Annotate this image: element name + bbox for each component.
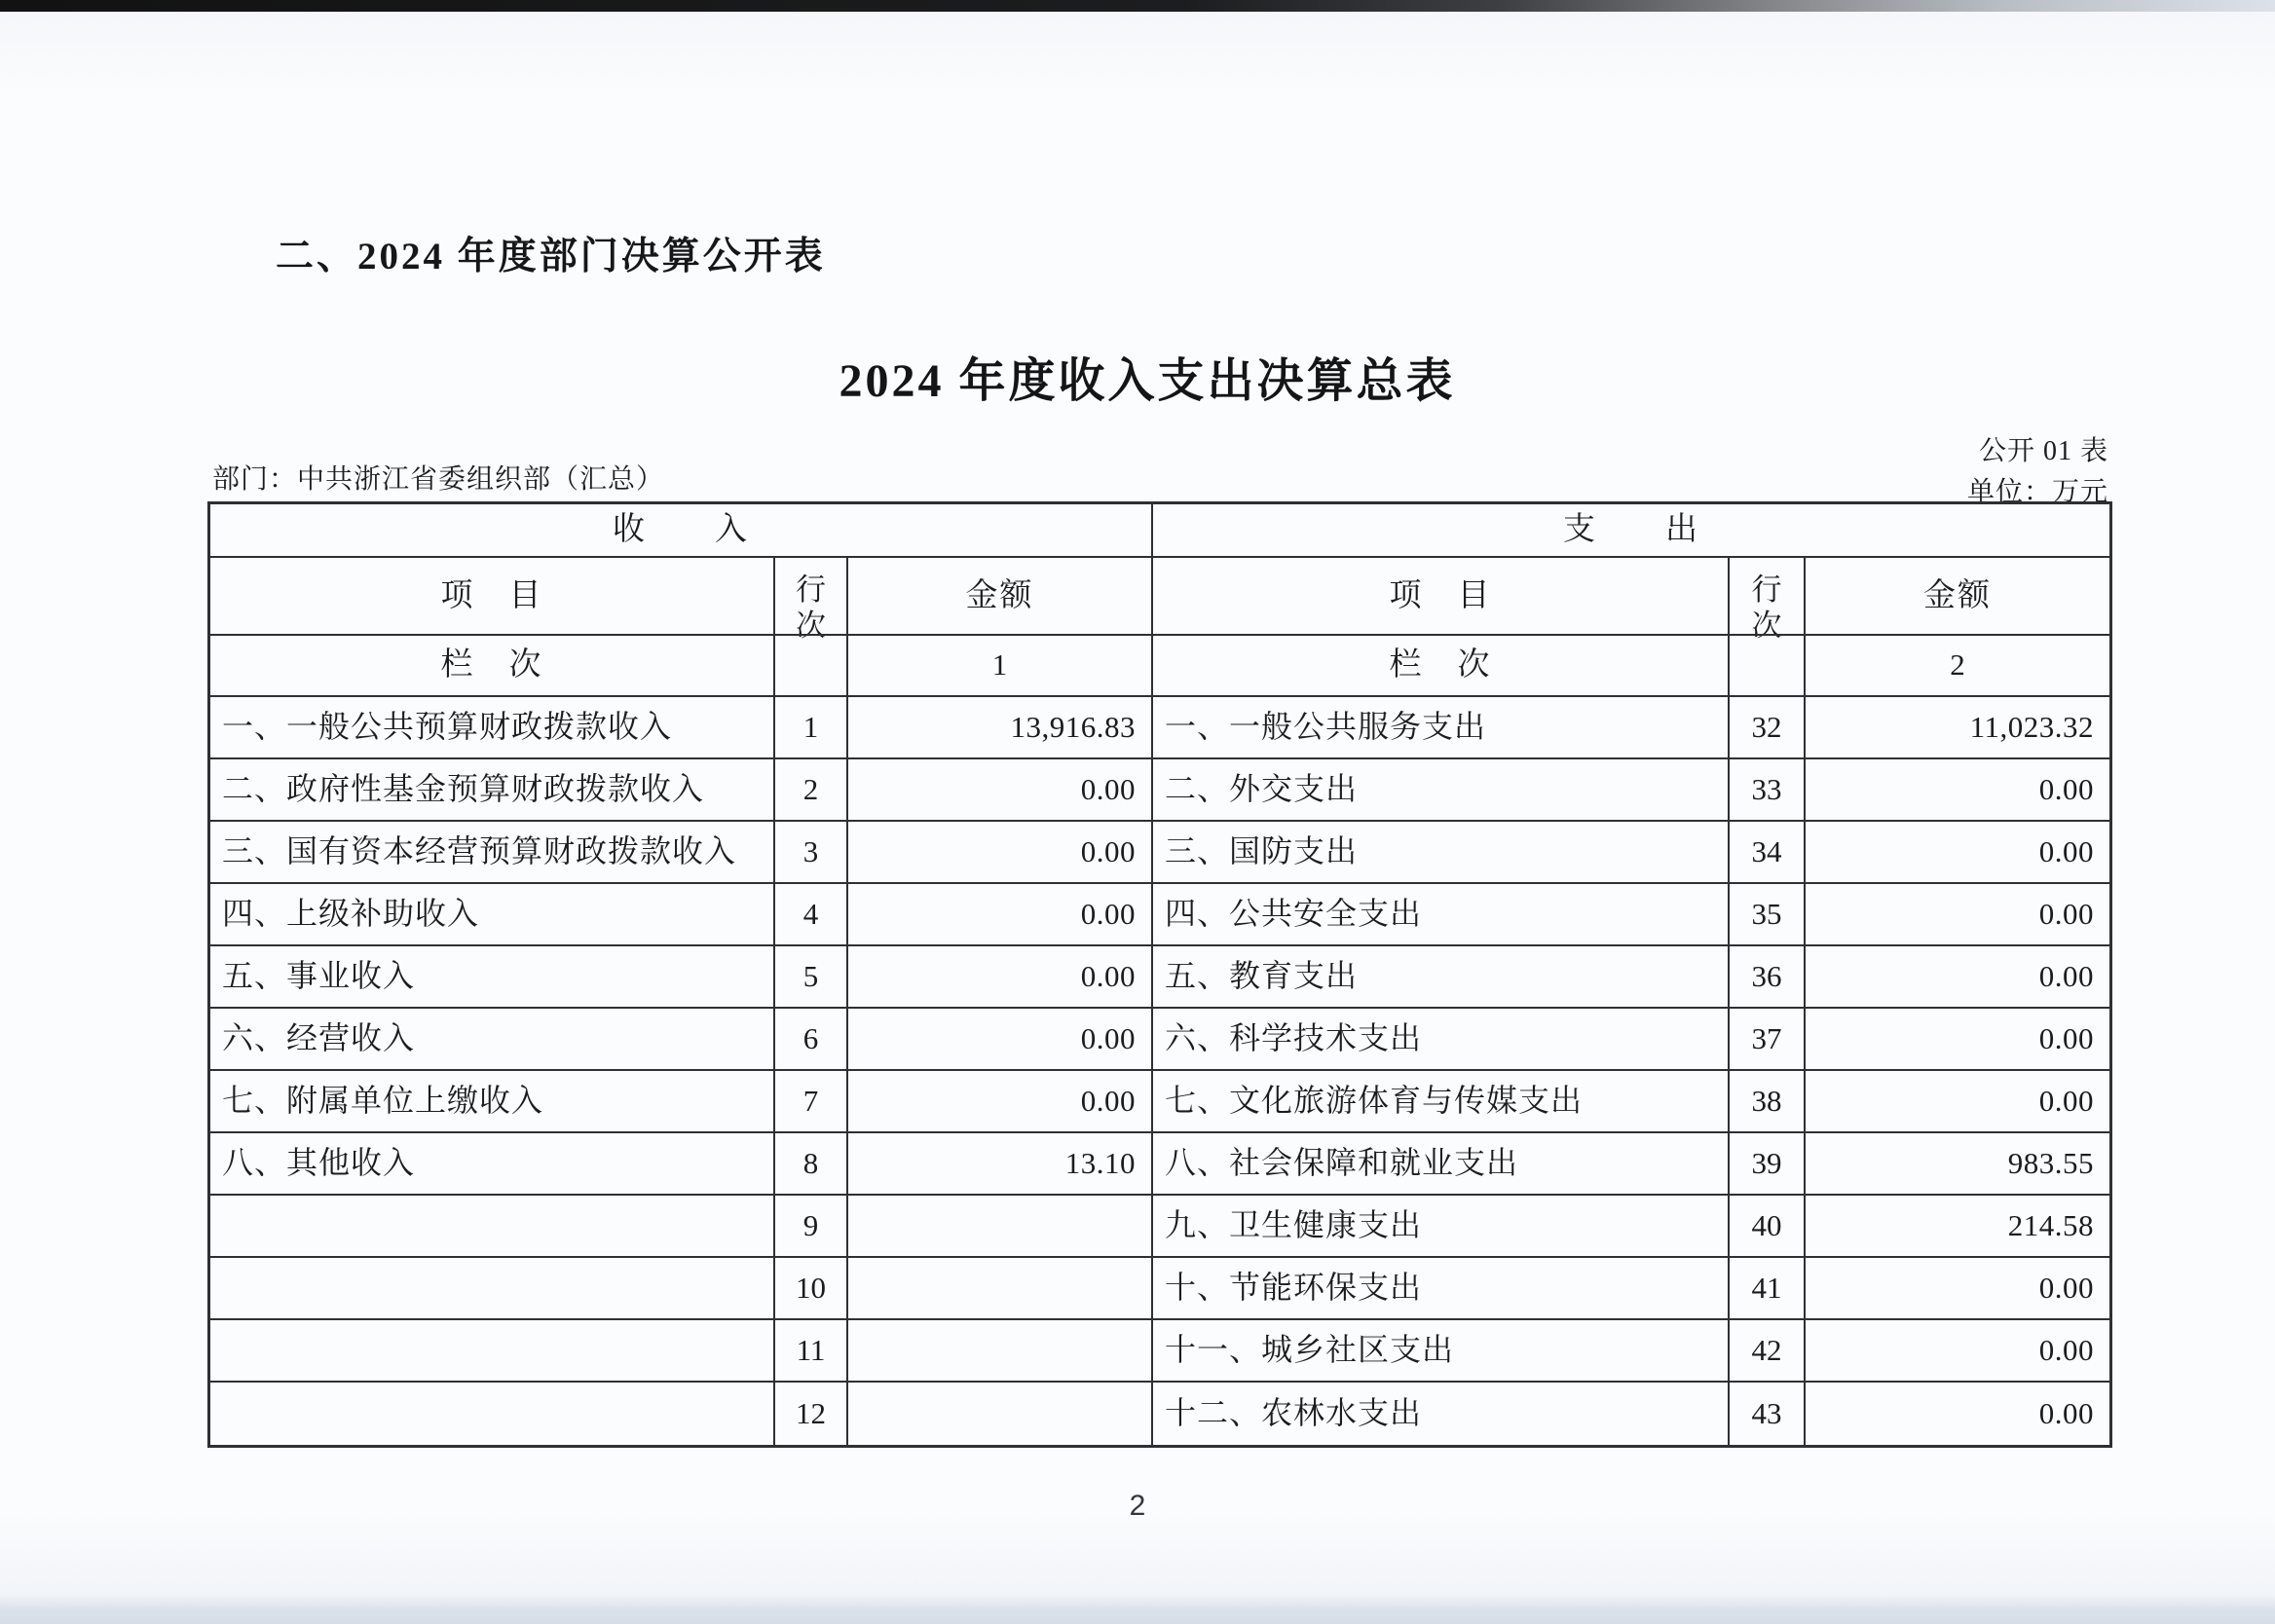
income-amount-cell bbox=[848, 1320, 1153, 1383]
income-line-cell: 5 bbox=[775, 946, 848, 1009]
income-item-cell bbox=[210, 1320, 775, 1383]
income-amount-column-header: 金额 bbox=[848, 558, 1153, 636]
income-line-cell: 2 bbox=[775, 759, 848, 822]
scan-edge-top bbox=[0, 0, 2275, 12]
expense-item-cell: 五、教育支出 bbox=[1153, 946, 1730, 1009]
income-line-cell: 9 bbox=[775, 1196, 848, 1258]
expense-line-cell: 36 bbox=[1730, 946, 1806, 1009]
expense-line-cell: 42 bbox=[1730, 1320, 1806, 1383]
expense-line-cell: 39 bbox=[1730, 1133, 1806, 1196]
income-amount-cell: 0.00 bbox=[848, 946, 1153, 1009]
income-amount-cell: 0.00 bbox=[848, 822, 1153, 884]
income-item-cell bbox=[210, 1258, 775, 1320]
expense-amount-cell: 0.00 bbox=[1806, 1071, 2109, 1133]
income-column-index-label: 栏 次 bbox=[210, 636, 775, 697]
expense-line-no-column-header bbox=[1730, 558, 1806, 697]
expense-line-cell: 43 bbox=[1730, 1383, 1806, 1445]
expense-column-index-label: 栏 次 bbox=[1153, 636, 1730, 697]
income-amount-cell: 0.00 bbox=[848, 884, 1153, 946]
income-item-cell: 八、其他收入 bbox=[210, 1133, 775, 1196]
line-no-char-bottom: 次 bbox=[1751, 609, 1782, 643]
income-line-no-column-header bbox=[775, 558, 848, 697]
expense-line-cell: 41 bbox=[1730, 1258, 1806, 1320]
expense-amount-cell: 0.00 bbox=[1806, 1009, 2109, 1071]
expense-amount-column-header: 金额 bbox=[1806, 558, 2109, 636]
form-code-label: 公开 01 表 bbox=[1978, 436, 2108, 466]
income-item-cell: 二、政府性基金预算财政拨款收入 bbox=[210, 759, 775, 822]
expense-section-header: 支 出 bbox=[1153, 504, 2109, 558]
final-accounts-table bbox=[207, 501, 2112, 1448]
expense-amount-cell: 0.00 bbox=[1806, 822, 2109, 884]
income-item-cell bbox=[210, 1196, 775, 1258]
income-line-cell: 12 bbox=[775, 1383, 848, 1445]
income-line-cell: 4 bbox=[775, 884, 848, 946]
department-label: 部门：中共浙江省委组织部（汇总） bbox=[212, 464, 665, 495]
income-item-cell bbox=[210, 1383, 775, 1445]
expense-amount-cell: 0.00 bbox=[1806, 1258, 2109, 1320]
line-no-char-top: 行 bbox=[796, 572, 826, 607]
expense-amount-cell: 0.00 bbox=[2038, 1395, 2094, 1430]
expense-amount-cell: 0.00 bbox=[1806, 1320, 2109, 1383]
expense-item-cell: 十二、农林水支出 bbox=[1153, 1383, 1730, 1445]
header-divider-line bbox=[775, 634, 846, 636]
expense-item-cell: 二、外交支出 bbox=[1153, 759, 1730, 822]
expense-line-cell: 33 bbox=[1730, 759, 1806, 822]
income-item-cell: 一、一般公共预算财政拨款收入 bbox=[210, 697, 775, 759]
income-amount-cell bbox=[848, 1258, 1153, 1320]
expense-amount-cell: 214.58 bbox=[1806, 1196, 2109, 1258]
expense-line-cell: 32 bbox=[1730, 697, 1806, 759]
expense-item-cell: 一、一般公共服务支出 bbox=[1153, 697, 1730, 759]
expense-item-cell: 十、节能环保支出 bbox=[1153, 1258, 1730, 1320]
income-line-cell: 11 bbox=[775, 1320, 848, 1383]
expense-line-cell: 35 bbox=[1730, 884, 1806, 946]
line-no-char-top: 行 bbox=[1751, 572, 1782, 607]
page-number: 2 bbox=[1129, 1490, 1146, 1522]
expense-column-index: 2 bbox=[1806, 636, 2109, 697]
expense-item-cell: 四、公共安全支出 bbox=[1153, 884, 1730, 946]
income-column-index: 1 bbox=[848, 636, 1153, 697]
income-item-cell: 五、事业收入 bbox=[210, 946, 775, 1009]
income-amount-cell: 0.00 bbox=[848, 759, 1153, 822]
expense-amount-cell: 0.00 bbox=[1806, 884, 2109, 946]
expense-item-column-header: 项 目 bbox=[1153, 558, 1730, 636]
income-section-header: 收 入 bbox=[210, 504, 1153, 558]
income-item-cell: 四、上级补助收入 bbox=[210, 884, 775, 946]
income-item-cell: 七、附属单位上缴收入 bbox=[210, 1071, 775, 1133]
line-no-char-bottom: 次 bbox=[796, 609, 826, 643]
header-divider-line bbox=[1730, 634, 1804, 636]
income-amount-cell bbox=[848, 1383, 1153, 1445]
income-line-cell: 1 bbox=[775, 697, 848, 759]
income-line-cell: 3 bbox=[775, 822, 848, 884]
income-line-cell: 10 bbox=[775, 1258, 848, 1320]
income-amount-cell: 13.10 bbox=[848, 1133, 1153, 1196]
expense-line-cell: 37 bbox=[1730, 1009, 1806, 1071]
expense-line-cell: 34 bbox=[1730, 822, 1806, 884]
page-title: 2024 年度收入支出决算总表 bbox=[839, 355, 1456, 407]
scan-edge-bottom bbox=[0, 1595, 2275, 1624]
unit-label: 单位：万元 bbox=[1966, 477, 2108, 507]
income-amount-cell bbox=[848, 1196, 1153, 1258]
income-amount-cell: 0.00 bbox=[848, 1009, 1153, 1071]
expense-amount-cell: 0.00 bbox=[1806, 946, 2109, 1009]
section-heading: 二、2024 年度部门决算公开表 bbox=[276, 236, 826, 277]
expense-item-cell: 六、科学技术支出 bbox=[1153, 1009, 1730, 1071]
expense-item-cell: 八、社会保障和就业支出 bbox=[1153, 1133, 1730, 1196]
income-item-cell: 六、经营收入 bbox=[210, 1009, 775, 1071]
expense-amount-cell: 11,023.32 bbox=[1806, 697, 2109, 759]
income-item-column-header: 项 目 bbox=[210, 558, 775, 636]
expense-item-cell: 七、文化旅游体育与传媒支出 bbox=[1153, 1071, 1730, 1133]
expense-line-cell: 38 bbox=[1730, 1071, 1806, 1133]
income-line-cell: 6 bbox=[775, 1009, 848, 1071]
income-amount-cell: 0.00 bbox=[848, 1071, 1153, 1133]
income-line-cell: 8 bbox=[775, 1133, 848, 1196]
expense-amount-cell: 983.55 bbox=[1806, 1133, 2109, 1196]
income-line-cell: 7 bbox=[775, 1071, 848, 1133]
income-amount-cell: 13,916.83 bbox=[848, 697, 1153, 759]
expense-line-cell: 40 bbox=[1730, 1196, 1806, 1258]
expense-item-cell: 三、国防支出 bbox=[1153, 822, 1730, 884]
expense-item-cell: 十一、城乡社区支出 bbox=[1153, 1320, 1730, 1383]
expense-item-cell: 九、卫生健康支出 bbox=[1153, 1196, 1730, 1258]
expense-amount-cell: 0.00 bbox=[1806, 759, 2109, 822]
income-item-cell: 三、国有资本经营预算财政拨款收入 bbox=[210, 822, 775, 884]
